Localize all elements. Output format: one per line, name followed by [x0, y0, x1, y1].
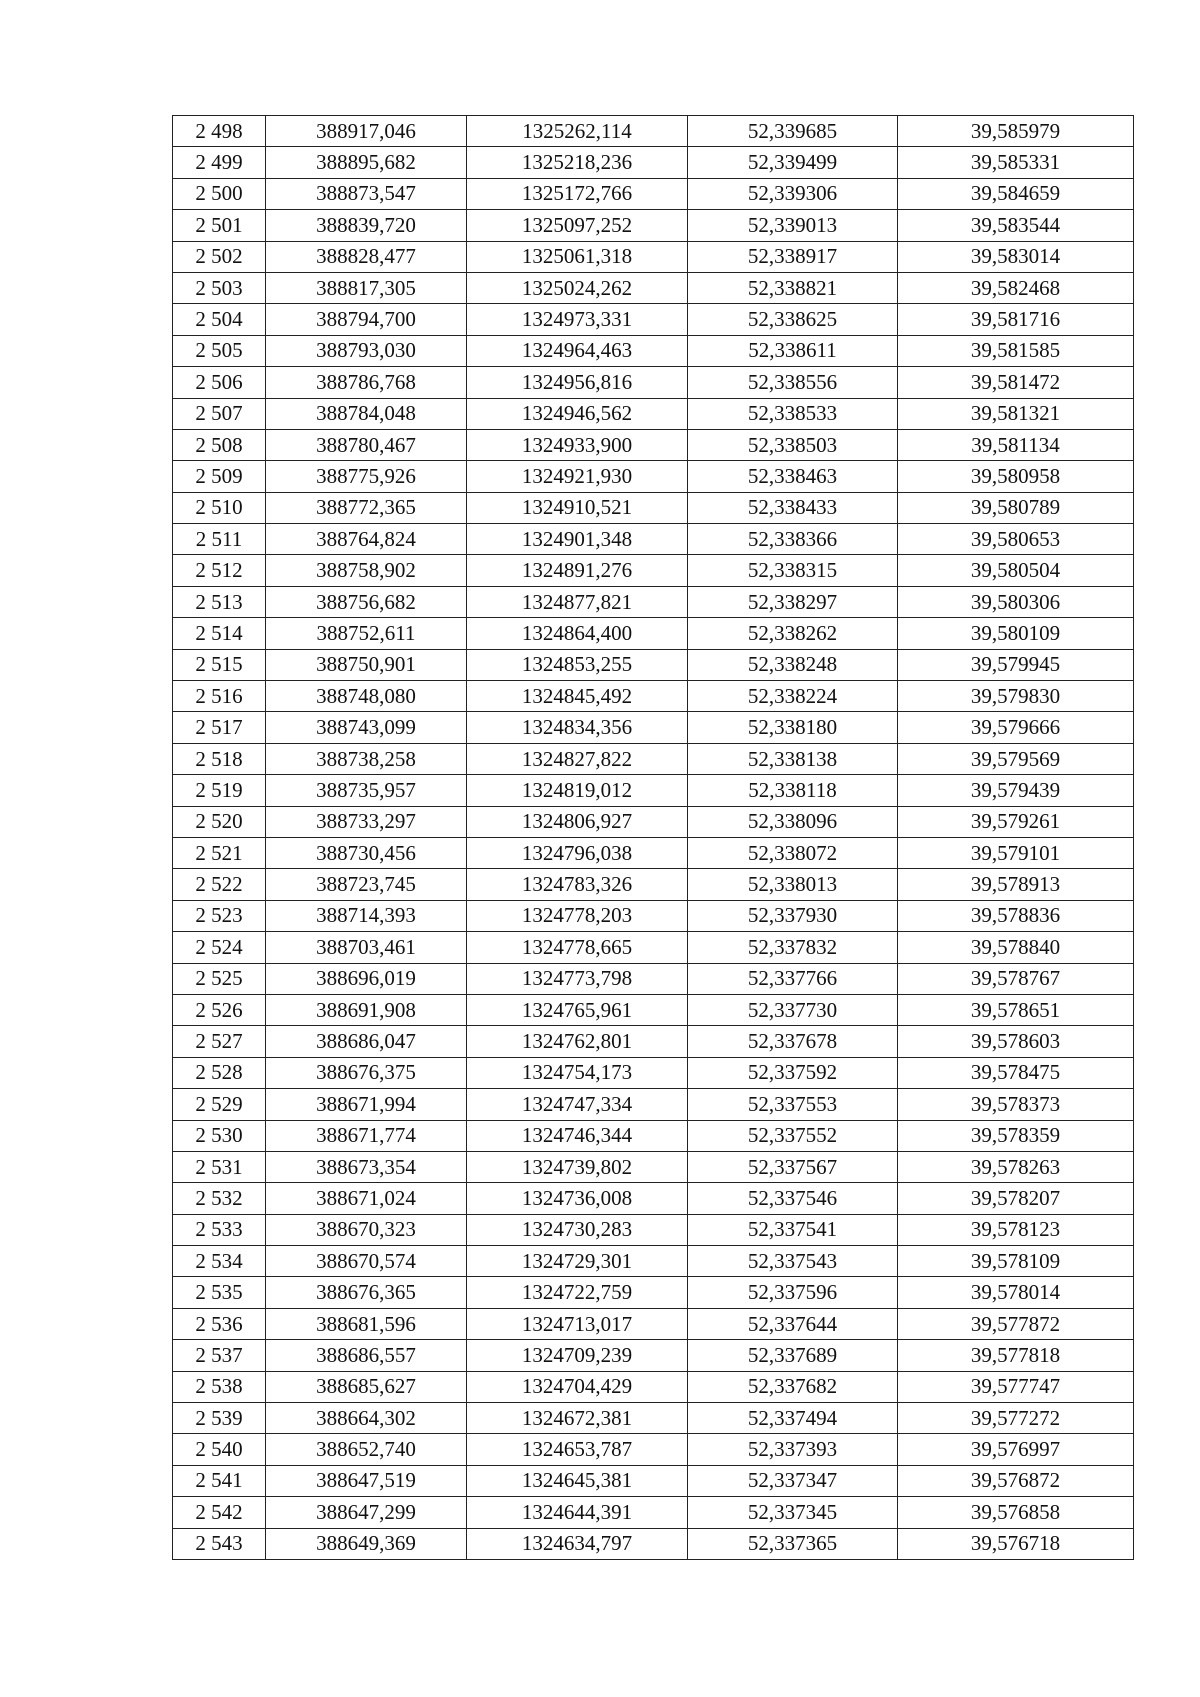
y-coordinate-cell: 1324877,821 — [467, 586, 688, 617]
point-number-cell: 2 498 — [173, 116, 266, 147]
table-row — [173, 1183, 1134, 1214]
point-number-cell: 2 542 — [173, 1497, 266, 1528]
point-number-cell: 2 522 — [173, 869, 266, 900]
y-coordinate-cell: 1324891,276 — [467, 555, 688, 586]
latitude-cell: 52,337365 — [688, 1528, 898, 1559]
y-coordinate-cell: 1324864,400 — [467, 618, 688, 649]
longitude-cell: 39,581585 — [898, 335, 1134, 366]
table-row — [173, 241, 1134, 272]
y-coordinate-cell: 1324704,429 — [467, 1371, 688, 1402]
point-number-cell: 2 534 — [173, 1246, 266, 1277]
table-row — [173, 304, 1134, 335]
table-row — [173, 1057, 1134, 1088]
table-row — [173, 524, 1134, 555]
table-row — [173, 586, 1134, 617]
point-number-cell: 2 521 — [173, 837, 266, 868]
x-coordinate-cell: 388671,994 — [266, 1089, 467, 1120]
table-row — [173, 1308, 1134, 1339]
point-number-cell: 2 509 — [173, 461, 266, 492]
table-row — [173, 994, 1134, 1025]
y-coordinate-cell: 1324634,797 — [467, 1528, 688, 1559]
longitude-cell: 39,583014 — [898, 241, 1134, 272]
y-coordinate-cell: 1324778,665 — [467, 932, 688, 963]
table-row — [173, 806, 1134, 837]
y-coordinate-cell: 1324853,255 — [467, 649, 688, 680]
latitude-cell: 52,338556 — [688, 367, 898, 398]
table-row — [173, 1214, 1134, 1245]
y-coordinate-cell: 1324933,900 — [467, 429, 688, 460]
table-row — [173, 900, 1134, 931]
table-row — [173, 116, 1134, 147]
point-number-cell: 2 519 — [173, 775, 266, 806]
table-row — [173, 869, 1134, 900]
y-coordinate-cell: 1324901,348 — [467, 524, 688, 555]
longitude-cell: 39,580504 — [898, 555, 1134, 586]
latitude-cell: 52,337347 — [688, 1465, 898, 1496]
y-coordinate-cell: 1325061,318 — [467, 241, 688, 272]
latitude-cell: 52,338503 — [688, 429, 898, 460]
point-number-cell: 2 503 — [173, 272, 266, 303]
latitude-cell: 52,338096 — [688, 806, 898, 837]
latitude-cell: 52,338180 — [688, 712, 898, 743]
table-row — [173, 1089, 1134, 1120]
x-coordinate-cell: 388756,682 — [266, 586, 467, 617]
longitude-cell: 39,576997 — [898, 1434, 1134, 1465]
table-row — [173, 712, 1134, 743]
y-coordinate-cell: 1324834,356 — [467, 712, 688, 743]
y-coordinate-cell: 1324910,521 — [467, 492, 688, 523]
longitude-cell: 39,578603 — [898, 1026, 1134, 1057]
latitude-cell: 52,338625 — [688, 304, 898, 335]
point-number-cell: 2 507 — [173, 398, 266, 429]
latitude-cell: 52,338248 — [688, 649, 898, 680]
x-coordinate-cell: 388828,477 — [266, 241, 467, 272]
point-number-cell: 2 517 — [173, 712, 266, 743]
table-row — [173, 1120, 1134, 1151]
longitude-cell: 39,579439 — [898, 775, 1134, 806]
x-coordinate-cell: 388681,596 — [266, 1308, 467, 1339]
longitude-cell: 39,582468 — [898, 272, 1134, 303]
table-row — [173, 335, 1134, 366]
table-row — [173, 461, 1134, 492]
table-row — [173, 178, 1134, 209]
table-row — [173, 147, 1134, 178]
longitude-cell: 39,578123 — [898, 1214, 1134, 1245]
y-coordinate-cell: 1324783,326 — [467, 869, 688, 900]
point-number-cell: 2 508 — [173, 429, 266, 460]
x-coordinate-cell: 388817,305 — [266, 272, 467, 303]
latitude-cell: 52,338533 — [688, 398, 898, 429]
x-coordinate-cell: 388730,456 — [266, 837, 467, 868]
coordinates-table-body — [173, 116, 1134, 1560]
longitude-cell: 39,581716 — [898, 304, 1134, 335]
x-coordinate-cell: 388671,774 — [266, 1120, 467, 1151]
point-number-cell: 2 515 — [173, 649, 266, 680]
table-row — [173, 210, 1134, 241]
latitude-cell: 52,338315 — [688, 555, 898, 586]
x-coordinate-cell: 388752,611 — [266, 618, 467, 649]
point-number-cell: 2 535 — [173, 1277, 266, 1308]
y-coordinate-cell: 1325172,766 — [467, 178, 688, 209]
latitude-cell: 52,337592 — [688, 1057, 898, 1088]
y-coordinate-cell: 1324653,787 — [467, 1434, 688, 1465]
y-coordinate-cell: 1324964,463 — [467, 335, 688, 366]
x-coordinate-cell: 388723,745 — [266, 869, 467, 900]
latitude-cell: 52,337546 — [688, 1183, 898, 1214]
longitude-cell: 39,577872 — [898, 1308, 1134, 1339]
point-number-cell: 2 523 — [173, 900, 266, 931]
latitude-cell: 52,338611 — [688, 335, 898, 366]
longitude-cell: 39,580958 — [898, 461, 1134, 492]
latitude-cell: 52,339685 — [688, 116, 898, 147]
y-coordinate-cell: 1324956,816 — [467, 367, 688, 398]
point-number-cell: 2 514 — [173, 618, 266, 649]
y-coordinate-cell: 1324762,801 — [467, 1026, 688, 1057]
x-coordinate-cell: 388670,574 — [266, 1246, 467, 1277]
longitude-cell: 39,580653 — [898, 524, 1134, 555]
point-number-cell: 2 512 — [173, 555, 266, 586]
point-number-cell: 2 530 — [173, 1120, 266, 1151]
point-number-cell: 2 528 — [173, 1057, 266, 1088]
x-coordinate-cell: 388794,700 — [266, 304, 467, 335]
point-number-cell: 2 525 — [173, 963, 266, 994]
longitude-cell: 39,581134 — [898, 429, 1134, 460]
table-row — [173, 775, 1134, 806]
x-coordinate-cell: 388714,393 — [266, 900, 467, 931]
longitude-cell: 39,578767 — [898, 963, 1134, 994]
latitude-cell: 52,338118 — [688, 775, 898, 806]
y-coordinate-cell: 1325262,114 — [467, 116, 688, 147]
longitude-cell: 39,578651 — [898, 994, 1134, 1025]
latitude-cell: 52,338072 — [688, 837, 898, 868]
latitude-cell: 52,339013 — [688, 210, 898, 241]
y-coordinate-cell: 1325097,252 — [467, 210, 688, 241]
y-coordinate-cell: 1324644,391 — [467, 1497, 688, 1528]
latitude-cell: 52,338138 — [688, 743, 898, 774]
x-coordinate-cell: 388664,302 — [266, 1403, 467, 1434]
table-row — [173, 1340, 1134, 1371]
latitude-cell: 52,337552 — [688, 1120, 898, 1151]
latitude-cell: 52,337345 — [688, 1497, 898, 1528]
longitude-cell: 39,581321 — [898, 398, 1134, 429]
x-coordinate-cell: 388780,467 — [266, 429, 467, 460]
y-coordinate-cell: 1324845,492 — [467, 681, 688, 712]
x-coordinate-cell: 388649,369 — [266, 1528, 467, 1559]
latitude-cell: 52,337730 — [688, 994, 898, 1025]
y-coordinate-cell: 1324773,798 — [467, 963, 688, 994]
table-row — [173, 1277, 1134, 1308]
latitude-cell: 52,337494 — [688, 1403, 898, 1434]
table-row — [173, 681, 1134, 712]
point-number-cell: 2 533 — [173, 1214, 266, 1245]
y-coordinate-cell: 1324730,283 — [467, 1214, 688, 1245]
longitude-cell: 39,577272 — [898, 1403, 1134, 1434]
longitude-cell: 39,578475 — [898, 1057, 1134, 1088]
x-coordinate-cell: 388772,365 — [266, 492, 467, 523]
point-number-cell: 2 539 — [173, 1403, 266, 1434]
x-coordinate-cell: 388673,354 — [266, 1151, 467, 1182]
x-coordinate-cell: 388748,080 — [266, 681, 467, 712]
x-coordinate-cell: 388775,926 — [266, 461, 467, 492]
y-coordinate-cell: 1324973,331 — [467, 304, 688, 335]
x-coordinate-cell: 388647,519 — [266, 1465, 467, 1496]
longitude-cell: 39,579101 — [898, 837, 1134, 868]
longitude-cell: 39,585331 — [898, 147, 1134, 178]
point-number-cell: 2 518 — [173, 743, 266, 774]
y-coordinate-cell: 1324722,759 — [467, 1277, 688, 1308]
point-number-cell: 2 529 — [173, 1089, 266, 1120]
table-row — [173, 1434, 1134, 1465]
latitude-cell: 52,338262 — [688, 618, 898, 649]
table-row — [173, 1151, 1134, 1182]
table-row — [173, 555, 1134, 586]
x-coordinate-cell: 388671,024 — [266, 1183, 467, 1214]
point-number-cell: 2 516 — [173, 681, 266, 712]
latitude-cell: 52,337766 — [688, 963, 898, 994]
longitude-cell: 39,576718 — [898, 1528, 1134, 1559]
table-row — [173, 837, 1134, 868]
point-number-cell: 2 526 — [173, 994, 266, 1025]
latitude-cell: 52,337596 — [688, 1277, 898, 1308]
y-coordinate-cell: 1324713,017 — [467, 1308, 688, 1339]
y-coordinate-cell: 1324765,961 — [467, 994, 688, 1025]
longitude-cell: 39,584659 — [898, 178, 1134, 209]
point-number-cell: 2 527 — [173, 1026, 266, 1057]
point-number-cell: 2 500 — [173, 178, 266, 209]
latitude-cell: 52,338224 — [688, 681, 898, 712]
longitude-cell: 39,576872 — [898, 1465, 1134, 1496]
x-coordinate-cell: 388686,047 — [266, 1026, 467, 1057]
latitude-cell: 52,338366 — [688, 524, 898, 555]
table-row — [173, 1497, 1134, 1528]
latitude-cell: 52,339306 — [688, 178, 898, 209]
y-coordinate-cell: 1324754,173 — [467, 1057, 688, 1088]
latitude-cell: 52,337678 — [688, 1026, 898, 1057]
point-number-cell: 2 511 — [173, 524, 266, 555]
point-number-cell: 2 531 — [173, 1151, 266, 1182]
y-coordinate-cell: 1324747,334 — [467, 1089, 688, 1120]
point-number-cell: 2 537 — [173, 1340, 266, 1371]
point-number-cell: 2 505 — [173, 335, 266, 366]
latitude-cell: 52,337689 — [688, 1340, 898, 1371]
point-number-cell: 2 506 — [173, 367, 266, 398]
table-row — [173, 932, 1134, 963]
y-coordinate-cell: 1324739,802 — [467, 1151, 688, 1182]
latitude-cell: 52,337832 — [688, 932, 898, 963]
y-coordinate-cell: 1324645,381 — [467, 1465, 688, 1496]
longitude-cell: 39,579666 — [898, 712, 1134, 743]
y-coordinate-cell: 1324709,239 — [467, 1340, 688, 1371]
longitude-cell: 39,580109 — [898, 618, 1134, 649]
point-number-cell: 2 543 — [173, 1528, 266, 1559]
point-number-cell: 2 541 — [173, 1465, 266, 1496]
x-coordinate-cell: 388793,030 — [266, 335, 467, 366]
y-coordinate-cell: 1324729,301 — [467, 1246, 688, 1277]
point-number-cell: 2 524 — [173, 932, 266, 963]
longitude-cell: 39,578207 — [898, 1183, 1134, 1214]
latitude-cell: 52,338297 — [688, 586, 898, 617]
longitude-cell: 39,577747 — [898, 1371, 1134, 1402]
x-coordinate-cell: 388764,824 — [266, 524, 467, 555]
longitude-cell: 39,578840 — [898, 932, 1134, 963]
latitude-cell: 52,337393 — [688, 1434, 898, 1465]
y-coordinate-cell: 1324672,381 — [467, 1403, 688, 1434]
x-coordinate-cell: 388652,740 — [266, 1434, 467, 1465]
table-row — [173, 1528, 1134, 1559]
latitude-cell: 52,338433 — [688, 492, 898, 523]
y-coordinate-cell: 1324921,930 — [467, 461, 688, 492]
latitude-cell: 52,338463 — [688, 461, 898, 492]
table-row — [173, 1371, 1134, 1402]
latitude-cell: 52,337682 — [688, 1371, 898, 1402]
y-coordinate-cell: 1324819,012 — [467, 775, 688, 806]
x-coordinate-cell: 388784,048 — [266, 398, 467, 429]
table-row — [173, 1465, 1134, 1496]
point-number-cell: 2 501 — [173, 210, 266, 241]
x-coordinate-cell: 388647,299 — [266, 1497, 467, 1528]
table-row — [173, 1026, 1134, 1057]
y-coordinate-cell: 1325218,236 — [467, 147, 688, 178]
longitude-cell: 39,578359 — [898, 1120, 1134, 1151]
point-number-cell: 2 510 — [173, 492, 266, 523]
table-row — [173, 1246, 1134, 1277]
longitude-cell: 39,579945 — [898, 649, 1134, 680]
x-coordinate-cell: 388917,046 — [266, 116, 467, 147]
point-number-cell: 2 504 — [173, 304, 266, 335]
latitude-cell: 52,338013 — [688, 869, 898, 900]
x-coordinate-cell: 388733,297 — [266, 806, 467, 837]
latitude-cell: 52,338917 — [688, 241, 898, 272]
x-coordinate-cell: 388696,019 — [266, 963, 467, 994]
longitude-cell: 39,580306 — [898, 586, 1134, 617]
x-coordinate-cell: 388691,908 — [266, 994, 467, 1025]
x-coordinate-cell: 388786,768 — [266, 367, 467, 398]
x-coordinate-cell: 388750,901 — [266, 649, 467, 680]
latitude-cell: 52,337644 — [688, 1308, 898, 1339]
latitude-cell: 52,337930 — [688, 900, 898, 931]
longitude-cell: 39,578263 — [898, 1151, 1134, 1182]
y-coordinate-cell: 1324736,008 — [467, 1183, 688, 1214]
longitude-cell: 39,578373 — [898, 1089, 1134, 1120]
x-coordinate-cell: 388895,682 — [266, 147, 467, 178]
longitude-cell: 39,578014 — [898, 1277, 1134, 1308]
table-row — [173, 492, 1134, 523]
point-number-cell: 2 502 — [173, 241, 266, 272]
y-coordinate-cell: 1324827,822 — [467, 743, 688, 774]
point-number-cell: 2 540 — [173, 1434, 266, 1465]
longitude-cell: 39,579569 — [898, 743, 1134, 774]
x-coordinate-cell: 388839,720 — [266, 210, 467, 241]
y-coordinate-cell: 1324746,344 — [467, 1120, 688, 1151]
point-number-cell: 2 513 — [173, 586, 266, 617]
longitude-cell: 39,585979 — [898, 116, 1134, 147]
table-row — [173, 649, 1134, 680]
longitude-cell: 39,579261 — [898, 806, 1134, 837]
latitude-cell: 52,339499 — [688, 147, 898, 178]
y-coordinate-cell: 1324946,562 — [467, 398, 688, 429]
x-coordinate-cell: 388703,461 — [266, 932, 467, 963]
y-coordinate-cell: 1324796,038 — [467, 837, 688, 868]
x-coordinate-cell: 388735,957 — [266, 775, 467, 806]
point-number-cell: 2 532 — [173, 1183, 266, 1214]
table-row — [173, 743, 1134, 774]
longitude-cell: 39,580789 — [898, 492, 1134, 523]
x-coordinate-cell: 388873,547 — [266, 178, 467, 209]
point-number-cell: 2 536 — [173, 1308, 266, 1339]
longitude-cell: 39,576858 — [898, 1497, 1134, 1528]
point-number-cell: 2 499 — [173, 147, 266, 178]
x-coordinate-cell: 388676,365 — [266, 1277, 467, 1308]
longitude-cell: 39,578836 — [898, 900, 1134, 931]
longitude-cell: 39,579830 — [898, 681, 1134, 712]
x-coordinate-cell: 388670,323 — [266, 1214, 467, 1245]
latitude-cell: 52,337543 — [688, 1246, 898, 1277]
table-row — [173, 398, 1134, 429]
x-coordinate-cell: 388738,258 — [266, 743, 467, 774]
point-number-cell: 2 520 — [173, 806, 266, 837]
x-coordinate-cell: 388758,902 — [266, 555, 467, 586]
x-coordinate-cell: 388743,099 — [266, 712, 467, 743]
coordinates-table — [172, 115, 1134, 1560]
longitude-cell: 39,578109 — [898, 1246, 1134, 1277]
latitude-cell: 52,338821 — [688, 272, 898, 303]
x-coordinate-cell: 388676,375 — [266, 1057, 467, 1088]
table-row — [173, 618, 1134, 649]
latitude-cell: 52,337553 — [688, 1089, 898, 1120]
longitude-cell: 39,578913 — [898, 869, 1134, 900]
y-coordinate-cell: 1325024,262 — [467, 272, 688, 303]
table-row — [173, 367, 1134, 398]
y-coordinate-cell: 1324778,203 — [467, 900, 688, 931]
y-coordinate-cell: 1324806,927 — [467, 806, 688, 837]
table-row — [173, 1403, 1134, 1434]
latitude-cell: 52,337567 — [688, 1151, 898, 1182]
longitude-cell: 39,581472 — [898, 367, 1134, 398]
x-coordinate-cell: 388685,627 — [266, 1371, 467, 1402]
table-row — [173, 272, 1134, 303]
latitude-cell: 52,337541 — [688, 1214, 898, 1245]
longitude-cell: 39,577818 — [898, 1340, 1134, 1371]
longitude-cell: 39,583544 — [898, 210, 1134, 241]
table-row — [173, 429, 1134, 460]
point-number-cell: 2 538 — [173, 1371, 266, 1402]
x-coordinate-cell: 388686,557 — [266, 1340, 467, 1371]
table-row — [173, 963, 1134, 994]
